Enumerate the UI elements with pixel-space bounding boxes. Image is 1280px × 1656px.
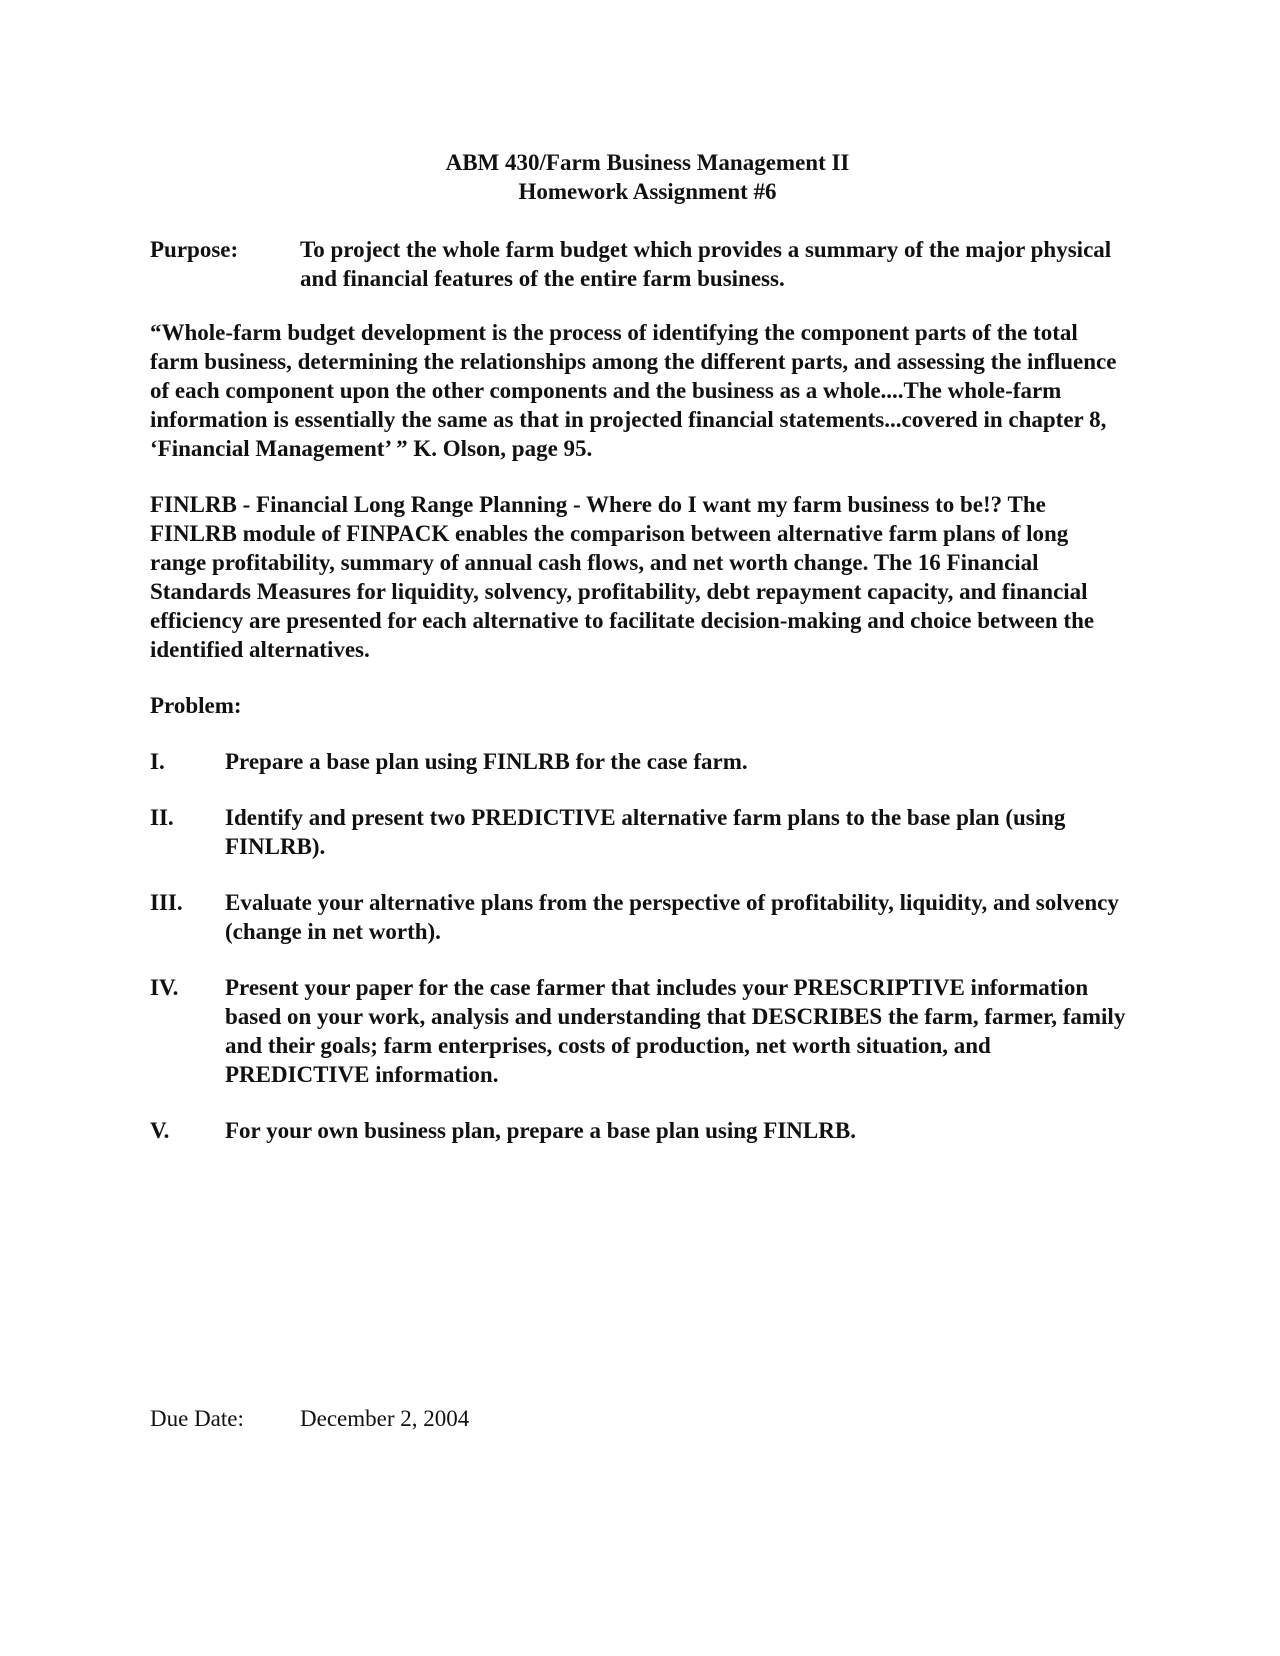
purpose-section bbox=[150, 235, 1130, 293]
item-number: I. bbox=[150, 749, 165, 774]
document-page bbox=[150, 148, 1130, 1145]
item-text: Identify and present two PREDICTIVE alternative farm plans to the base plan (using FINLRB). bbox=[225, 805, 1066, 859]
problem-list bbox=[150, 747, 1130, 1145]
assignment-title: Homework Assignment #6 bbox=[518, 179, 777, 204]
item-text: For your own business plan, prepare a base plan using FINLRB. bbox=[225, 1118, 856, 1143]
list-item bbox=[150, 747, 1130, 776]
problem-heading: Problem: bbox=[150, 693, 242, 718]
finlrb-paragraph: FINLRB - Financial Long Range Planning - Where do I want my farm business to be!? The FINLRB module of FINPACK enables the comparison between alternative farm plans of long range profitability, summary of annual cash flows, and net worth change. The 16 Financial Standards Measures for liquidity, solvency, profitability, debt repayment capacity, and financial efficiency are presented for each alternative to facilitate decision-making and choice between the identified alternatives. bbox=[150, 492, 1095, 662]
item-text: Prepare a base plan using FINLRB for the case farm. bbox=[225, 749, 748, 774]
list-item bbox=[150, 1116, 1130, 1145]
course-title: ABM 430/Farm Business Management II bbox=[445, 150, 850, 175]
list-item bbox=[150, 888, 1130, 946]
item-number: III. bbox=[150, 890, 183, 915]
item-text: Present your paper for the case farmer that includes your PRESCRIPTIVE information based on your work, analysis and understanding that DESCRIBES the farm, farmer, family and their goals; farm enterprises, costs of production, net worth situation, and PREDICTIVE information. bbox=[225, 975, 1126, 1087]
item-number: V. bbox=[150, 1118, 170, 1143]
list-item bbox=[150, 803, 1130, 861]
due-date-label: Due Date: bbox=[150, 1406, 244, 1431]
item-number: IV. bbox=[150, 975, 179, 1000]
due-date-row bbox=[150, 1404, 469, 1433]
due-date-value: December 2, 2004 bbox=[300, 1406, 470, 1431]
item-number: II. bbox=[150, 805, 174, 830]
purpose-label: Purpose: bbox=[150, 237, 239, 262]
purpose-text: To project the whole farm budget which provides a summary of the major physical and financial features of the entire farm business. bbox=[300, 237, 1112, 291]
list-item bbox=[150, 973, 1130, 1089]
item-text: Evaluate your alternative plans from the perspective of profitability, liquidity, and solvency (change in net worth). bbox=[225, 890, 1119, 944]
olson-quote: “Whole-farm budget development is the process of identifying the component parts of the total farm business, determining the relationships among the different parts, and assessing the influence of each component upon the other components and the business as a whole....The whole-farm information is essentially the same as that in projected financial statements...covered in chapter 8, ‘Financial Management’ ” K. Olson, page 95. bbox=[150, 320, 1117, 461]
